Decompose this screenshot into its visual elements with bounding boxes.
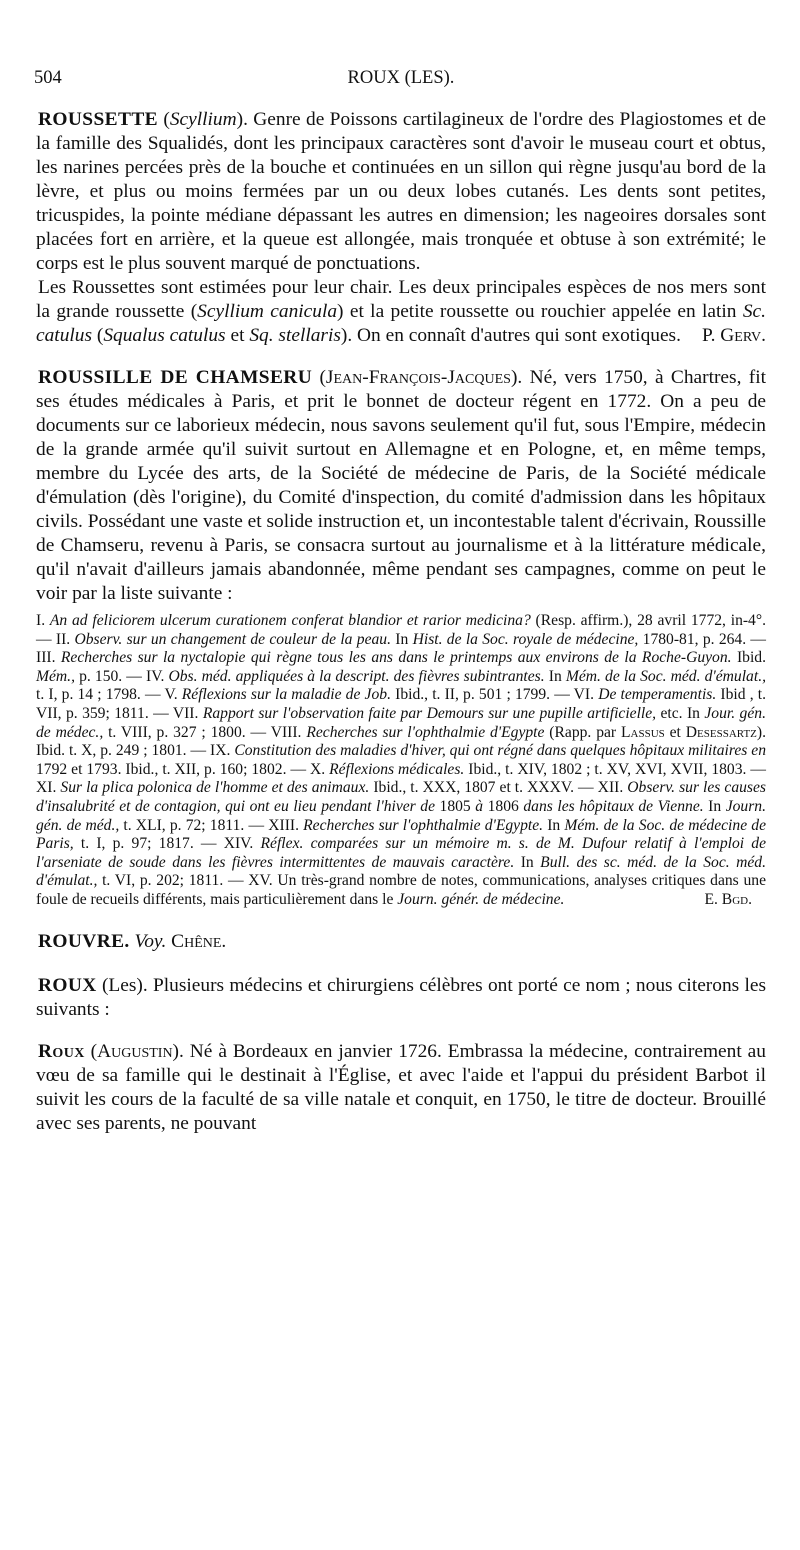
signature-roussille: E. Bgd.	[704, 890, 752, 908]
bib-author: Lassus	[620, 723, 665, 741]
text-run: ). On en connaît d'autres qui sont exotiques.	[340, 325, 681, 346]
bib-title: Journ. gén. de méd.,	[36, 797, 766, 834]
bib-run: I.	[36, 612, 50, 629]
headword-roux-augustin: Roux	[38, 1040, 85, 1062]
text-run: ) et la petite roussette ou rouchier appelée en latin	[337, 301, 743, 322]
person-name: (Augustin).	[84, 1040, 184, 1062]
bib-title: Hist. de la Soc. royale de médecine,	[412, 630, 639, 648]
bib-title: De temperamentis.	[598, 686, 717, 704]
spacer	[36, 1022, 766, 1040]
text-run: Né à Bordeaux en janvier 1726. Embrassa la médecine, contrairement au vœu de sa famille qui le destinait à l'Église, et avec l'aide et l'appui du président Barbot il suivit les cours de la faculté de sa ville natale et conquit, en 1750, le titre de docteur. Brouillé avec ses parents, ne pouvant	[36, 1040, 766, 1134]
bib-title: dans les hôpitaux de Vienne.	[523, 797, 704, 815]
bib-run: In	[543, 816, 565, 834]
bib-title: Recherches sur la nyctalopie qui règne tous les ans dans le printemps aux environs de la Roche-Guyon.	[60, 649, 732, 667]
bib-title: Journ. génér. de médecine.	[397, 890, 565, 908]
latin-name: Scyllium	[169, 109, 237, 130]
bib-title: Réflexions médicales.	[329, 760, 465, 778]
entry-roux	[36, 974, 766, 1022]
bib-run: t. I, p. 14 ; 1798. — V.	[36, 686, 182, 704]
signature-roussette: P. Gerv.	[701, 325, 766, 346]
bib-title: Rapport sur l'observation faite par Demours sur une pupille artificielle,	[202, 704, 657, 722]
bib-run: 1805	[435, 797, 476, 815]
bib-run: In	[703, 797, 726, 815]
bib-title: Réflexions sur la maladie de Job.	[181, 686, 391, 704]
bib-run: 1792 et 1793. Ibid., t. XII, p. 160; 1802. — X.	[36, 760, 330, 778]
bib-title: à	[475, 797, 484, 815]
bib-run: Ibid.	[731, 649, 767, 667]
bib-run: In	[544, 667, 566, 685]
text-run: Né, vers 1750, à Chartres, fit ses études médicales à Paris, et prit le bonnet de docteur régent en 1772. On a peu de documents sur ce laborieux médecin, nous savons seulement qu'il fut, sous l'Empire, médecin de la grande armée qu'il suivit surtout en Allemagne et en Pologne, et, en même temps, membre du Lycée des arts, de la Société de médecine de Paris, de la Société médicale d'émulation (dès l'origine), du Comité d'inspection, du comité d'admission dans les hôpitaux civils. Possédant une vaste et solide instruction et, un incontestable talent d'écrivain, Roussille de Chamseru, revenu à Paris, se consacra surtout au journalisme et à la littérature médicale, qu'il n'avait d'ailleurs jamais abandonnée, même pendant ses campagnes, comme on peut le voir par la liste suivante :	[36, 367, 766, 604]
bib-run: 1780-81, p. 264. — III.	[36, 630, 767, 667]
text-run: Les Roussettes sont estimées pour leur chair. Les deux principales espèces de nos mers sont la grande roussette (	[36, 277, 766, 322]
text-run: (	[92, 325, 104, 346]
person-name: (Jean-François-Jacques).	[312, 367, 523, 388]
bib-run: ). Ibid. t. X, p. 249 ; 1801. — IX.	[36, 723, 766, 760]
bib-run: Ibid., t. XXX, 1807 et t. XXXV. — XII.	[369, 779, 628, 797]
text-run: et	[225, 325, 250, 346]
spacer	[36, 910, 766, 930]
bib-title: Constitution des maladies d'hiver, qui ont régné dans quelques hôpitaux militaires en	[234, 742, 766, 760]
bib-run: Ibid., t. II, p. 501 ; 1799. — VI.	[390, 686, 599, 704]
bib-title: Sur la plica polonica de l'homme et des animaux.	[60, 779, 370, 797]
document-page	[36, 66, 766, 1136]
spacer	[36, 954, 766, 974]
entry-roussette-paragraph-2	[36, 276, 766, 348]
bib-title: Observ. sur les causes d'insalubrité et de contagion, qui ont eu lieu pendant l'hiver de	[36, 779, 766, 815]
bib-title: Observ. sur un changement de couleur de la peau.	[74, 630, 391, 648]
bib-run: In	[514, 853, 541, 871]
bib-title: Bull. des sc. méd. de la Soc. méd. d'émulat.,	[36, 853, 766, 890]
bib-author: Desessartz	[685, 723, 757, 741]
entry-roussille-paragraph	[36, 366, 766, 606]
running-title: ROUX (LES).	[347, 68, 455, 88]
bib-run: Ibid , t. VII, p. 359; 1811. — VII.	[36, 686, 766, 722]
bib-title: Jour. gén. de médec.,	[36, 704, 766, 741]
bib-title: Recherches sur l'ophthalmie d'Egypte.	[303, 816, 544, 834]
bib-run: (Resp. affirm.), 28 avril 1772, in-4°. — II.	[36, 612, 766, 648]
see-target: Chêne.	[166, 930, 227, 952]
bib-title: An ad feliciorem ulcerum curationem conferat blandior et rarior medicina?	[49, 612, 531, 629]
bib-title: Réflex. comparées sur un mémoire m. s. de M. Dufour relatif à l'emploi de l'arseniate de soude dans les fièvres intermittentes de mauvais caractère.	[36, 835, 766, 871]
text-run: (Les). Plusieurs médecins et chirurgiens célèbres ont porté ce nom ; nous citerons les suivants :	[36, 974, 766, 1020]
bib-run: t. XLI, p. 72; 1811. — XIII.	[119, 816, 304, 834]
bib-run: t. I, p. 97; 1817. — XIV.	[73, 835, 261, 853]
bib-run: etc. In	[656, 704, 705, 722]
latin-name: Scyllium canicula	[197, 301, 338, 322]
bib-title: Recherches sur l'ophthalmie d'Egypte	[306, 723, 545, 741]
page-number: 504	[34, 68, 62, 88]
bib-run: t. VIII, p. 327 ; 1800. — VIII.	[103, 723, 307, 741]
entry-roux-augustin	[36, 1040, 766, 1136]
text-run: ). Genre de Poissons cartilagineux de l'ordre des Plagiostomes et de la famille des Squalidés, dont les principaux caractères sont d'avoir le museau court et obtus, les narines percées près de la bouche et continuées en un sillon qui règne jusqu'au bord de la lèvre, et plus ou moins fermées par un ou deux lobes cutanés. Les dents sont petites, tricuspides, la pointe médiane dépassant les autres en dimension; les nageoires dorsales sont placées fort en arrière, et la queue est allongée, mais tronquée et obtuse à son extrémité; le corps est le plus souvent marqué de ponctuations.	[36, 109, 766, 274]
headword-roussette: ROUSSETTE	[38, 109, 158, 130]
bib-title: Mém. de la Soc. de médecine de Paris,	[36, 816, 766, 853]
latin-name: Sc. catulus	[36, 301, 766, 346]
text-run: (	[158, 109, 170, 130]
bib-title: Mém. de la Soc. méd. d'émulat.,	[565, 667, 766, 685]
bib-run: p. 150. — IV.	[74, 667, 169, 685]
headword-roux: ROUX	[38, 974, 97, 996]
headword-rouvre: ROUVRE.	[38, 930, 130, 952]
headword-roussille: ROUSSILLE DE CHAMSERU	[38, 367, 313, 388]
see-reference: Voy.	[134, 930, 167, 952]
spacer	[36, 348, 766, 366]
page-header	[36, 66, 766, 92]
latin-name: Sq. stellaris	[249, 325, 341, 346]
bib-title: Mém.,	[36, 667, 75, 685]
entry-rouvre	[36, 930, 766, 954]
bibliography-roussille	[36, 612, 766, 910]
bib-run: 1806	[483, 797, 524, 815]
bib-title: Obs. méd. appliquées à la descript. des fièvres subintrantes.	[168, 667, 545, 685]
bib-run: et	[664, 723, 686, 741]
bib-run: (Rapp. par	[544, 723, 621, 741]
bib-run: In	[391, 630, 413, 648]
entry-roussette-paragraph-1	[36, 108, 766, 276]
latin-name: Squalus catulus	[103, 325, 226, 346]
bib-run: t. VI, p. 202; 1811. — XV. Un très-grand nombre de notes, communications, analyses critiques dans une foule de recueils différents, mais particulièrement dans le	[36, 872, 766, 908]
bib-run: Ibid., t. XIV, 1802 ; t. XV, XVI, XVII, 1803. — XI.	[36, 760, 766, 797]
